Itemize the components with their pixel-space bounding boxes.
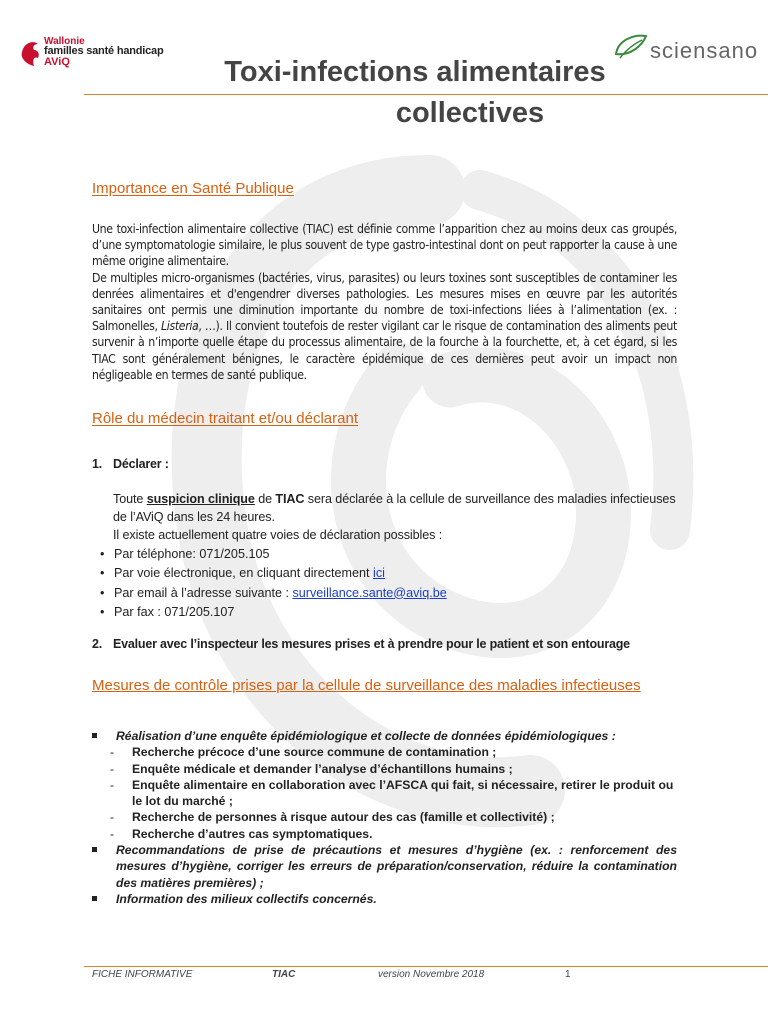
sub-item-text: Enquête alimentaire en collaboration avec l’AFSCA qui fait, si nécessaire, retirer le produit ou le lot du marché ; xyxy=(132,777,674,809)
email-link[interactable]: surveillance.sante@aviq.be xyxy=(292,585,447,600)
measure-hygiene: Recommandations de prise de précautions et mesures d’hygiène (ex. : renforcement des mesures d’hygiène, corriger les erreurs de préparation/conservation, réduire la contamination des matières premières) ; xyxy=(116,843,677,890)
channel-email: Par email à l’adresse suivante : xyxy=(114,585,293,600)
section-heading-importance: Importance en Santé Publique xyxy=(92,180,294,197)
sub-list-item: - Enquête alimentaire en collaboration avec l’AFSCA qui fait, si nécessaire, retirer le produit ou le lot du marché ; xyxy=(110,777,674,809)
text: Il existe actuellement quatre voies de déclaration possibles : xyxy=(113,528,443,542)
paragraph-text: De multiples micro-organismes (bactéries, virus, parasites) ou leurs toxines sont susceptibles de contaminer les denrées alimentaires et d'engendrer diverses pathologies. Les mesures mises en œuvre par les autorités sanitaires ont permis une diminution importante du nombre de toxi-infections liées à l’alimentation (ex. : Salmonelles, xyxy=(92,270,677,334)
bullet-square xyxy=(92,896,97,901)
list-item xyxy=(92,891,677,907)
footer-doc-type: FICHE INFORMATIVE xyxy=(92,969,193,980)
list-number: 2. xyxy=(92,637,103,651)
footer-version: version Novembre 2018 xyxy=(378,969,485,980)
sub-list-item: - Recherche d’autres cas symptomatiques. xyxy=(110,826,373,841)
text: Toute xyxy=(113,492,147,506)
bullet-square xyxy=(92,847,97,852)
section-heading-measures: Mesures de contrôle prises par la cellule de surveillance des maladies infectieuses xyxy=(92,677,641,694)
sub-item-text: Enquête médicale et demander l’analyse d’échantillons humains ; xyxy=(132,761,513,776)
org-name-wallonie: Wallonie xyxy=(44,36,85,47)
list-number: 1. xyxy=(92,457,103,471)
list-item-declare: Déclarer : xyxy=(113,457,169,471)
sub-item-text: Recherche de personnes à risque autour des cas (famille et collectivité) ; xyxy=(132,810,555,825)
sciensano-wordmark: sciensano xyxy=(650,38,759,63)
sub-item-text: Recherche d’autres cas symptomatiques. xyxy=(132,826,373,841)
text-underlined: suspicion clinique xyxy=(146,492,255,506)
page-number: 1 xyxy=(565,969,571,980)
page-title xyxy=(180,52,650,134)
text: de xyxy=(254,492,276,506)
rooster-icon xyxy=(20,38,42,68)
paragraph-text: , …). Il convient toutefois de rester vigilant car le risque de contamination des aliments peut survenir à n’importe quelle étape du processus alimentaire, de la fourche à la fourchette, et, à cet égard, si les TIAC sont généralement bénignes, le caractère épidémique de ces dernières peut avoir un impact non négligeable en termes de santé publique. xyxy=(92,319,677,382)
org-name-aviq: AViQ xyxy=(44,56,70,68)
sub-list-item: - Recherche précoce d’une source commune de contamination ; xyxy=(110,745,497,760)
title-line-1: Toxi-infections alimentaires xyxy=(224,56,606,88)
list-item-evaluate: Evaluer avec l’inspecteur les mesures prises et à prendre pour le patient et son entourage xyxy=(113,637,630,651)
list-item: • Par email à l’adresse suivante : surveillance.sante@aviq.be xyxy=(100,585,447,600)
paragraph-micro-organisms xyxy=(92,270,677,383)
list-item: • Par fax : 071/205.107 xyxy=(100,604,235,619)
declaration-channels xyxy=(100,545,447,622)
channel-phone: Par téléphone: 071/205.105 xyxy=(114,547,270,561)
org-tagline: familles santé handicap xyxy=(44,45,164,57)
declaration-text xyxy=(113,490,688,544)
list-item xyxy=(92,728,677,744)
text: sera déclarée à la cellule de surveillance des maladies infectieuses de l’AViQ dans les 24 heures. xyxy=(113,492,676,524)
measures-list xyxy=(92,728,677,907)
title-line-2: collectives xyxy=(395,97,545,129)
footer-divider xyxy=(84,966,768,967)
section-importance-body xyxy=(92,221,677,383)
section-heading-role: Rôle du médecin traitant et/ou déclarant xyxy=(92,410,358,427)
footer-subject: TIAC xyxy=(272,969,296,980)
measure-investigation: Réalisation d’une enquête épidémiologique et collecte de données épidémiologiques : xyxy=(116,729,616,743)
list-item xyxy=(92,842,677,891)
link-ici[interactable]: ici xyxy=(373,566,385,581)
paragraph-italic: Listeria xyxy=(161,319,199,334)
list-item: • Par téléphone: 071/205.105 xyxy=(100,547,270,561)
sub-list-item: - Enquête médicale et demander l’analyse d’échantillons humains ; xyxy=(110,761,513,776)
paragraph-definition: Une toxi-infection alimentaire collective (TIAC) est définie comme l’apparition chez au moins deux cas groupés, d’une symptomatologie similaire, le plus souvent de type gastro-intestinal dont on peut rapporter la cause à une même origine alimentaire. xyxy=(92,222,677,269)
sub-list-item: - Recherche de personnes à risque autour des cas (famille et collectivité) ; xyxy=(110,810,555,825)
channel-fax: Par fax : 071/205.107 xyxy=(114,604,235,619)
sub-item-text: Recherche précoce d’une source commune de contamination ; xyxy=(132,745,497,760)
header-divider xyxy=(84,94,768,95)
channel-web: Par voie électronique, en cliquant directement xyxy=(114,566,374,581)
measure-information: Information des milieux collectifs concernés. xyxy=(116,891,377,906)
bullet-square xyxy=(92,733,97,738)
list-item: • Par voie électronique, en cliquant directement ici xyxy=(100,566,385,581)
text-bold: TIAC xyxy=(275,492,305,506)
aviq-logo xyxy=(20,36,170,70)
